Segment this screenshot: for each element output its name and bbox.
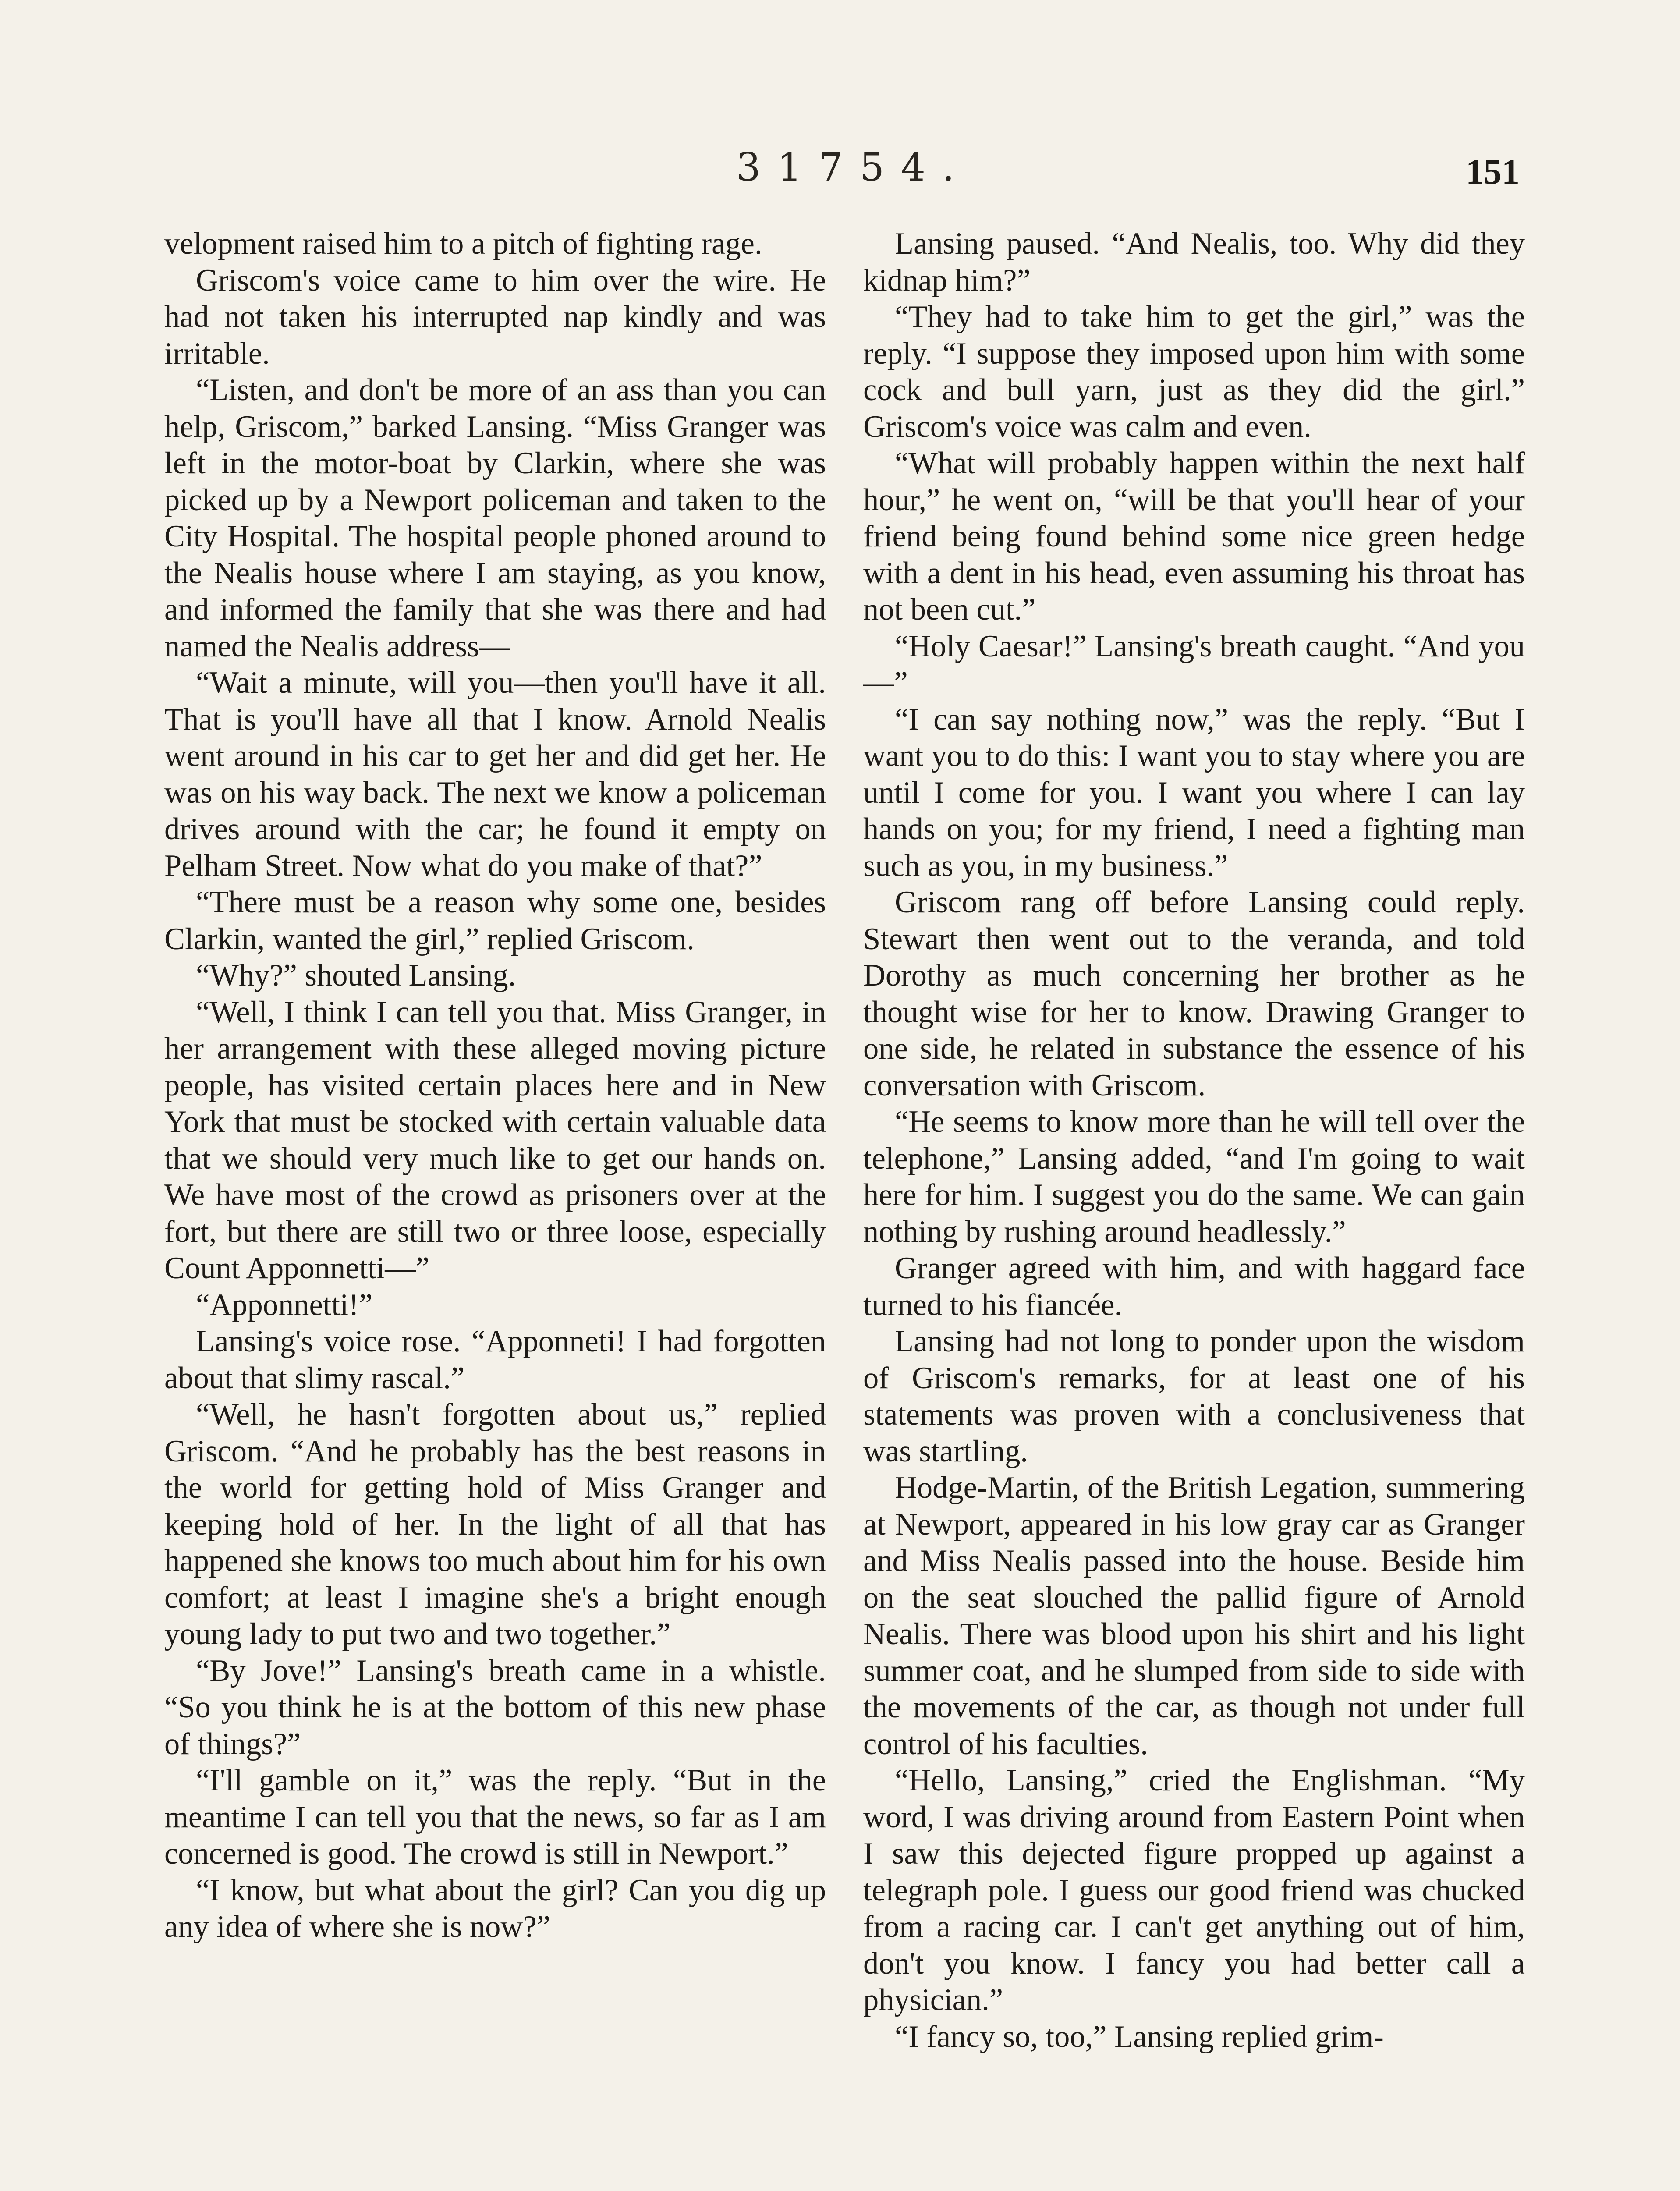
paragraph: “Well, he hasn't forgotten about us,” replied Griscom. “And he probably has the best reasons in the world for getting hold of Miss Granger and keeping hold of her. In the light of all that has happened she knows too much about him for his own comfort; at least I imagine she's a bright enough young lady to put two and two together.” [164, 1397, 826, 1651]
paragraph: “There must be a reason why some one, besides Clarkin, wanted the girl,” replied Griscom. [164, 885, 826, 956]
paragraph: Lansing had not long to ponder upon the wisdom of Griscom's remarks, for at least one of his statements was proven with a conclusiveness that was startling. [863, 1324, 1525, 1468]
right-column [863, 226, 1525, 2055]
paragraph: Lansing's voice rose. “Apponneti! I had forgotten about that slimy rascal.” [164, 1324, 826, 1395]
paragraph: “Well, I think I can tell you that. Miss Granger, in her arrangement with these alleged moving picture people, has visited certain places here and in New York that must be stocked with certain valuable data that we should very much like to get our hands on. We have most of the crowd as prisoners over at the fort, but there are still two or three loose, especially Count Apponnetti—” [164, 995, 826, 1285]
paragraph: Lansing paused. “And Nealis, too. Why did they kidnap him?” [863, 227, 1525, 298]
paragraph: Griscom's voice came to him over the wire. He had not taken his interrupted nap kindly and was irritable. [164, 263, 826, 371]
paragraph: “What will probably happen within the next half hour,” he went on, “will be that you'll hear of your friend being found behind some nice green hedge with a dent in his head, even assuming his throat has not been cut.” [863, 446, 1525, 627]
paragraph: “I can say nothing now,” was the reply. “But I want you to do this: I want you to stay where you are until I come for you. I want you where I can lay hands on you; for my friend, I need a fighting man such as you, in my business.” [863, 702, 1525, 883]
paragraph: “By Jove!” Lansing's breath came in a whistle. “So you think he is at the bottom of this new phase of things?” [164, 1653, 826, 1761]
paragraph: “He seems to know more than he will tell over the telephone,” Lansing added, “and I'm going to wait here for him. I suggest you do the same. We can gain nothing by rushing around headlessly.” [863, 1105, 1525, 1249]
paragraph: “Holy Caesar!” Lansing's breath caught. “And you—” [863, 629, 1525, 700]
paragraph: “Listen, and don't be more of an ass than you can help, Griscom,” barked Lansing. “Miss Granger was left in the motor-boat by Clarkin, where she was picked up by a Newport policeman and taken to the City Hospital. The hospital people phoned around to the Nealis house where I am staying, as you know, and informed the family that she was there and had named the Nealis address— [164, 373, 826, 663]
paragraph: Hodge-Martin, of the British Legation, summering at Newport, appeared in his low gray car as Granger and Miss Nealis passed into the house. Beside him on the seat slouched the pallid figure of Arnold Nealis. There was blood upon his shirt and his light summer coat, and he slumped from side to side with the movements of the car, as though not under full control of his faculties. [863, 1471, 1525, 1761]
paragraph: velopment raised him to a pitch of fighting rage. [164, 227, 762, 261]
header-stamp: 31754. [736, 145, 971, 190]
paragraph: “Hello, Lansing,” cried the Englishman. “My word, I was driving around from Eastern Point when I saw this dejected figure propped up against a telegraph pole. I guess our good friend was chucked from a racing car. I can't get anything out of him, don't you know. I fancy you had better call a physician.” [863, 1763, 1525, 2017]
paragraph: “Why?” shouted Lansing. [196, 958, 516, 993]
paragraph: “I'll gamble on it,” was the reply. “But in the meantime I can tell you that the news, so far as I am concerned is good. The crowd is still in Newport.” [164, 1763, 826, 1871]
left-column [164, 226, 826, 1946]
paragraph: Griscom rang off before Lansing could reply. Stewart then went out to the veranda, and told Dorothy as much concerning her brother as he thought wise for her to know. Drawing Granger to one side, he related in substance the essence of his conversation with Griscom. [863, 885, 1525, 1103]
paragraph: “I fancy so, too,” Lansing replied grim- [895, 2019, 1384, 2054]
paragraph: “I know, but what about the girl? Can you dig up any idea of where she is now?” [164, 1873, 826, 1944]
paragraph: Granger agreed with him, and with haggard face turned to his fiancée. [863, 1251, 1525, 1322]
paragraph: “Wait a minute, will you—then you'll have it all. That is you'll have all that I know. Arnold Nealis went around in his car to get her and did get her. He was on his way back. The next we know a policeman drives around with the car; he found it empty on Pelham Street. Now what do you make of that?” [164, 666, 826, 883]
paragraph: “They had to take him to get the girl,” was the reply. “I suppose they imposed upon him with some cock and bull yarn, just as they did the girl.” Griscom's voice was calm and even. [863, 300, 1525, 444]
page-number: 151 [1466, 152, 1520, 191]
paragraph: “Apponnetti!” [196, 1287, 373, 1322]
